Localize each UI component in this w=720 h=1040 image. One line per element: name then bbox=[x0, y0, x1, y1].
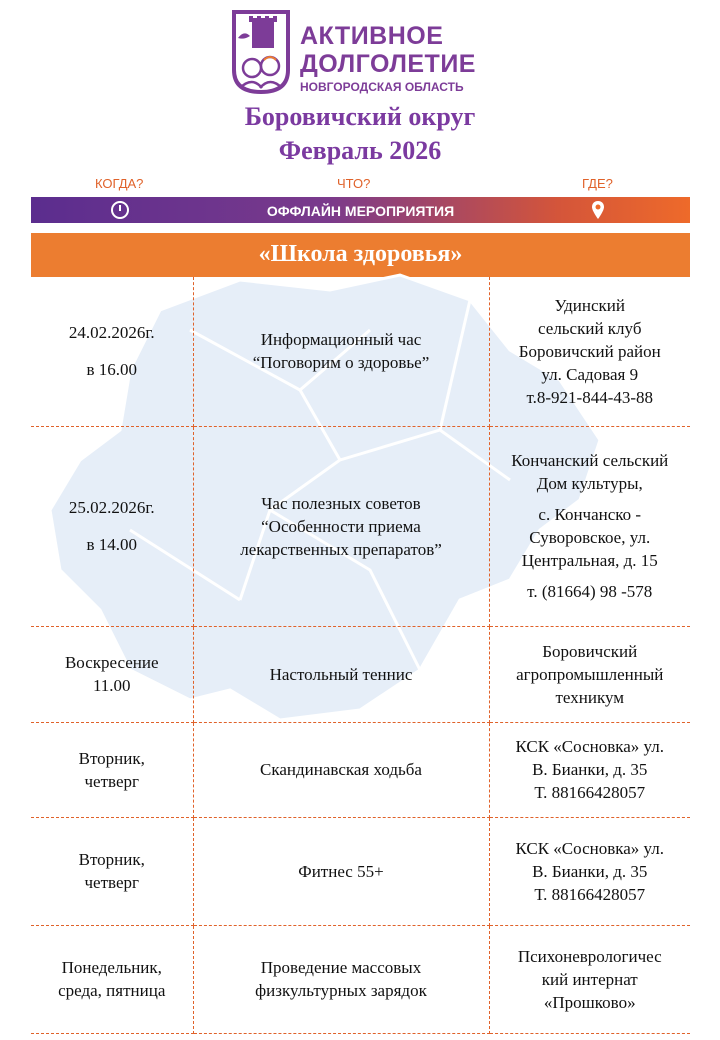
event-what bbox=[193, 426, 489, 626]
event-place-line: ул. Садовая 9 bbox=[541, 364, 639, 384]
event-place-line: сельский клуб bbox=[538, 318, 642, 338]
event-title-line: физкультурных зарядок bbox=[255, 981, 427, 1000]
category-band bbox=[31, 197, 690, 223]
event-when bbox=[31, 426, 193, 626]
event-place-line: Боровичский район bbox=[518, 341, 661, 361]
column-header-where: ГДЕ? bbox=[582, 176, 613, 191]
event-what bbox=[193, 817, 489, 925]
event-place-line: Боровичский bbox=[542, 641, 638, 661]
event-place-line: Центральная, д. 15 bbox=[521, 551, 658, 570]
event-day: среда, пятница bbox=[58, 981, 166, 1000]
event-place-line: с. Кончанско - bbox=[538, 505, 642, 524]
event-where bbox=[489, 426, 690, 626]
event-phone: Т. 88166428057 bbox=[534, 884, 646, 904]
column-header-what: ЧТО? bbox=[337, 176, 371, 191]
event-where bbox=[489, 925, 690, 1033]
event-title-line: “Особенности приема bbox=[261, 516, 421, 536]
event-what bbox=[193, 722, 489, 817]
event-place-line: Удинский bbox=[554, 295, 625, 315]
event-what bbox=[193, 925, 489, 1033]
event-when bbox=[31, 626, 193, 722]
table-row bbox=[31, 817, 690, 925]
event-place-line: Дом культуры, bbox=[536, 474, 643, 493]
event-phone: Т. 88166428057 bbox=[534, 783, 646, 802]
map-pin-icon bbox=[591, 200, 605, 220]
event-time: в 16.00 bbox=[86, 360, 138, 380]
event-when bbox=[31, 722, 193, 817]
event-place-line: техникум bbox=[555, 687, 624, 707]
table-row bbox=[31, 426, 690, 626]
event-date: 25.02.2026г. bbox=[68, 498, 155, 517]
event-day: Вторник, bbox=[78, 748, 145, 768]
event-time: 11.00 bbox=[92, 676, 131, 695]
event-phone: т.8-921-844-43-88 bbox=[526, 387, 654, 407]
event-place-line: КСК «Сосновка» ул. bbox=[515, 737, 665, 756]
event-place-line: «Прошково» bbox=[543, 992, 636, 1012]
event-what bbox=[193, 626, 489, 722]
event-phone: т. (81664) 98 -578 bbox=[527, 582, 653, 601]
event-where bbox=[489, 277, 690, 426]
logo-text-line3: НОВГОРОДСКАЯ ОБЛАСТЬ bbox=[300, 80, 464, 94]
event-time: в 14.00 bbox=[86, 535, 138, 554]
event-place-line: КСК «Сосновка» ул. bbox=[515, 838, 665, 858]
event-title-line: “Поговорим о здоровье” bbox=[252, 353, 430, 373]
event-day: Воскресение bbox=[64, 653, 159, 672]
event-where bbox=[489, 722, 690, 817]
table-row bbox=[31, 722, 690, 817]
event-title-line: Информационный час bbox=[260, 330, 422, 350]
event-title-line: Фитнес 55+ bbox=[298, 861, 384, 881]
event-title-line: Скандинавская ходьба bbox=[260, 760, 422, 779]
event-day: Понедельник, bbox=[61, 958, 162, 977]
event-where bbox=[489, 626, 690, 722]
event-title-line: Час полезных советов bbox=[261, 493, 421, 513]
table-row bbox=[31, 626, 690, 722]
event-place-line: агропромышленный bbox=[516, 664, 664, 684]
event-day: Вторник, bbox=[78, 850, 145, 869]
event-when bbox=[31, 925, 193, 1033]
event-title-line: Проведение массовых bbox=[260, 958, 422, 977]
section-title: «Школа здоровья» bbox=[258, 241, 463, 267]
event-place-line: Психоневрологичес bbox=[517, 946, 662, 966]
logo-text-line2: ДОЛГОЛЕТИЕ bbox=[300, 50, 476, 78]
event-title-line: лекарственных препаратов” bbox=[240, 539, 442, 559]
event-place-line: Суворовское, ул. bbox=[529, 528, 651, 547]
event-when bbox=[31, 817, 193, 925]
event-what bbox=[193, 277, 489, 426]
event-date: 24.02.2026г. bbox=[68, 323, 155, 343]
page-subtitle: Февраль 2026 bbox=[278, 136, 442, 165]
page-title: Боровичский округ bbox=[244, 102, 476, 131]
logo-emblem-icon bbox=[230, 10, 292, 94]
event-title-line: Настольный теннис bbox=[269, 664, 413, 684]
event-place-line: В. Бианки, д. 35 bbox=[532, 760, 648, 779]
event-day: четверг bbox=[84, 873, 139, 892]
event-when bbox=[31, 277, 193, 426]
logo-text-line1: АКТИВНОЕ bbox=[300, 22, 444, 50]
event-place-line: кий интернат bbox=[541, 969, 638, 989]
event-where bbox=[489, 817, 690, 925]
event-day: четверг bbox=[84, 771, 139, 791]
event-place-line: Кончанский сельский bbox=[511, 451, 669, 470]
category-label: ОФФЛАЙН МЕРОПРИЯТИЯ bbox=[266, 203, 455, 219]
table-row bbox=[31, 925, 690, 1033]
schedule-table bbox=[31, 277, 690, 1034]
column-header-when: КОГДА? bbox=[95, 176, 144, 191]
table-row bbox=[31, 277, 690, 426]
event-place-line: В. Бианки, д. 35 bbox=[532, 861, 648, 881]
logo bbox=[230, 10, 500, 96]
